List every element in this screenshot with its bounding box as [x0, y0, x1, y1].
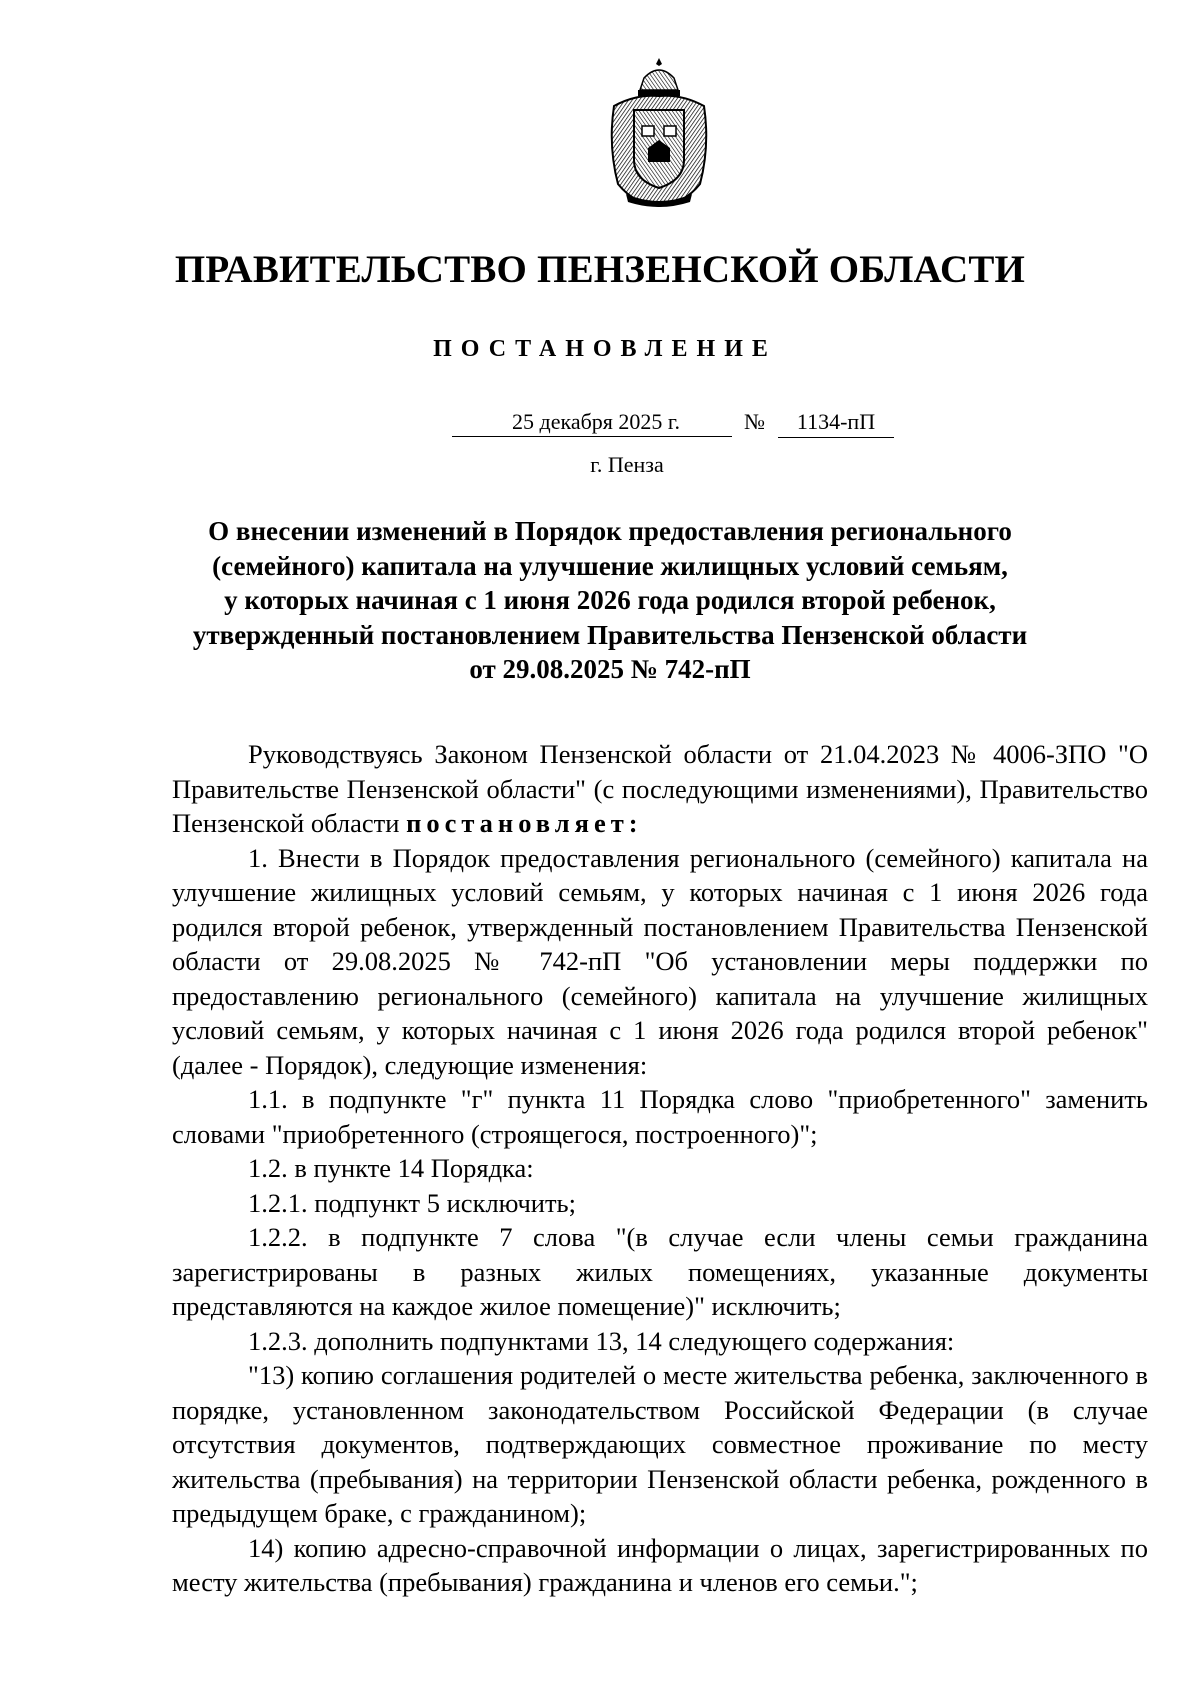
preamble-text: Руководствуясь Законом Пензенской области от 21.04.2023 № 4006-ЗПО "О Правительстве Пензенской области" (с последующими изменениями), Правительство Пензенской области — [172, 739, 1148, 838]
date-number-line — [0, 409, 1200, 441]
document-date: 25 декабря 2025 г. — [452, 409, 732, 437]
body-paragraph: "13) копию соглашения родителей о месте жительства ребенка, заключенного в порядке, установленном законодательством Российской Федерации (в случае отсутствия документов, подтверждающих совместное проживание по месту жительства (пребывания) на территории Пензенской области ребенка, рожденного в предыдущем браке, с гражданином); — [172, 1360, 1148, 1528]
subject-line: утвержденный постановлением Правительства Пензенской области — [192, 619, 1028, 650]
penza-oblast-coat-of-arms-icon — [604, 56, 714, 208]
document-subject — [180, 514, 1040, 687]
document-type-heading: ПОСТАНОВЛЕНИЕ — [433, 336, 777, 362]
body-paragraph: 1.2.3. дополнить подпунктами 13, 14 следующего содержания: — [248, 1325, 955, 1356]
body-paragraph: 1.2.1. подпункт 5 исключить; — [248, 1187, 576, 1218]
body-paragraph: 14) копию адресно-справочной информации о лицах, зарегистрированных по месту жительства (пребывания) гражданина и членов его семьи."; — [172, 1532, 1148, 1597]
document-city: г. Пенза — [590, 452, 664, 477]
body-paragraph: 1.2.2. в подпункте 7 слова "(в случае если члены семьи гражданина зарегистрированы в разных жилых помещениях, указанные документы представляются на каждое жилое помещение)" исключить; — [172, 1222, 1148, 1321]
organization-title: ПРАВИТЕЛЬСТВО ПЕНЗЕНСКОЙ ОБЛАСТИ — [174, 248, 1026, 291]
subject-line: у которых начиная с 1 июня 2026 года родился второй ребенок, — [224, 585, 996, 615]
document-number: 1134-пП — [778, 409, 894, 438]
decree-word: постановляет: — [406, 808, 643, 838]
subject-line: (семейного) капитала на улучшение жилищных условий семьям, — [212, 550, 1008, 581]
subject-line: О внесении изменений в Порядок предоставления регионального — [208, 516, 1012, 546]
body-paragraph: 1.2. в пункте 14 Порядка: — [248, 1153, 534, 1183]
subject-line: от 29.08.2025 № 742-пП — [469, 654, 751, 684]
preamble-paragraph — [172, 737, 1148, 841]
body-paragraph: 1.1. в подпункте "г" пункта 11 Порядка слово "приобретенного" заменить словами "приобретенного (строящегося, построенного)"; — [172, 1084, 1148, 1149]
body-paragraph: 1. Внести в Порядок предоставления регионального (семейного) капитала на улучшение жилищных условий семьям, у которых начиная с 1 июня 2026 года родился второй ребенок, утвержденный постановлением Правительства Пензенской области от 29.08.2025 № 742-пП "Об установлении меры поддержки по предоставлению регионального (семейного) капитала на улучшение жилищных условий семьям, у которых начиная с 1 июня 2026 года родился второй ребенок" (далее - Порядок), следующие изменения: — [172, 842, 1148, 1080]
number-sign: № — [744, 409, 765, 434]
document-body — [172, 737, 1148, 1600]
